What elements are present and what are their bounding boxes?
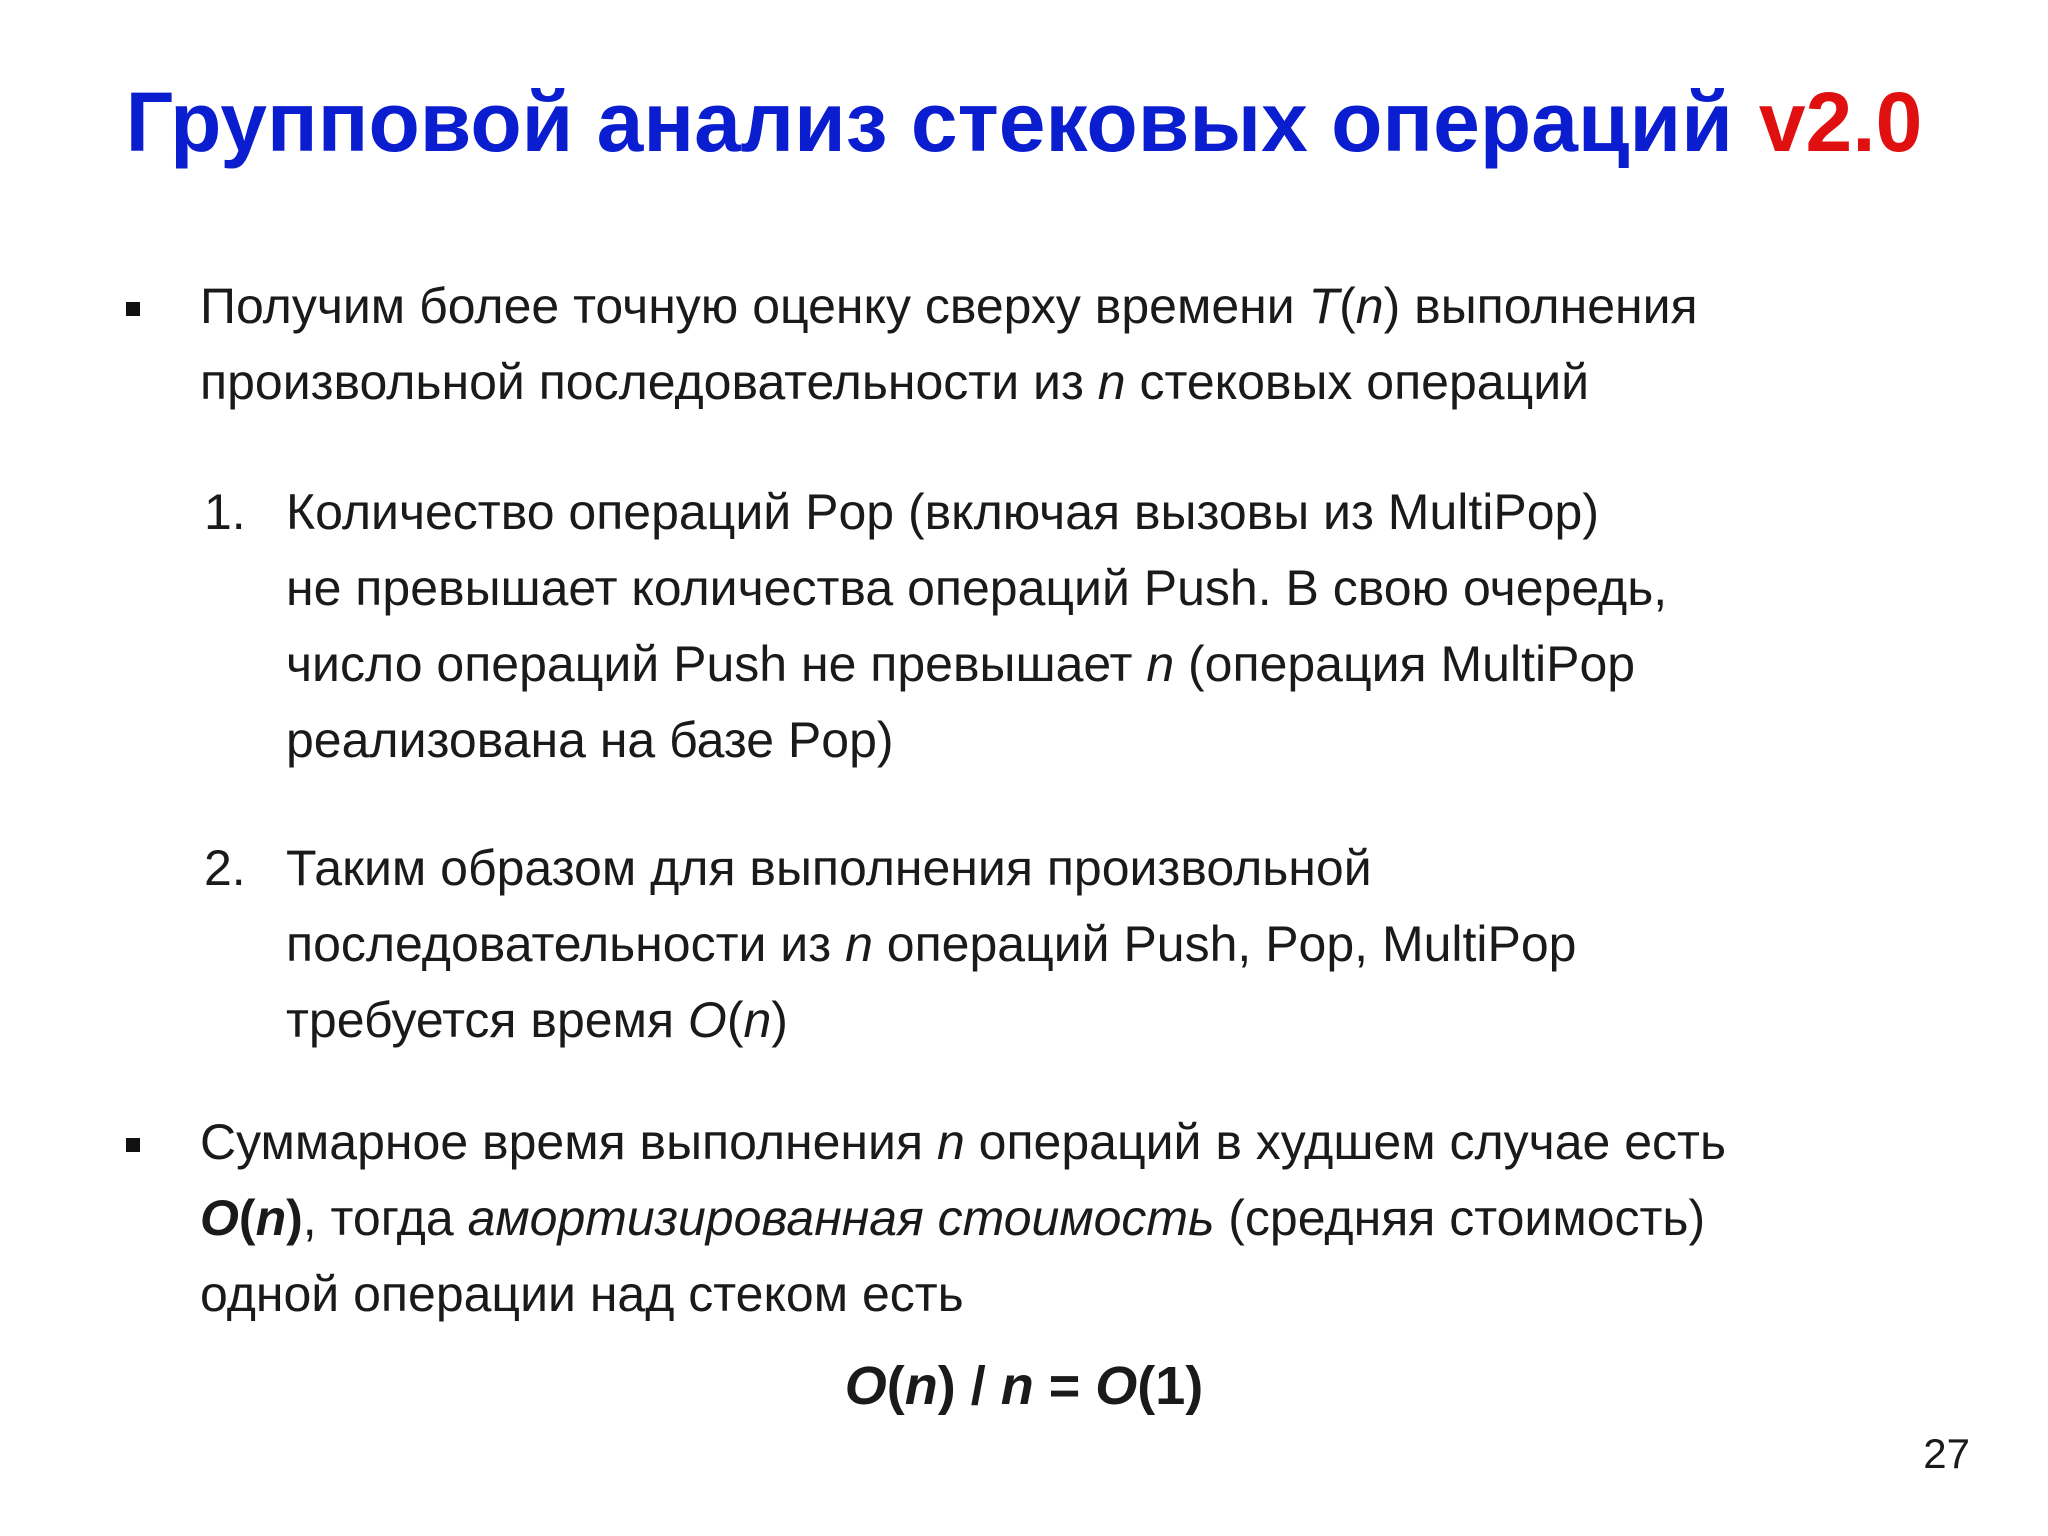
bullet2-line2 [200,1180,1705,1256]
text: Получим более точную оценку сверху времени [200,278,1309,334]
text: ( [1339,278,1356,334]
item2-line2 [286,906,1577,982]
var-n: n [1000,1356,1034,1416]
item2-number: 2. [204,840,246,896]
text: ) [771,992,788,1048]
title-version: v2.0 [1758,75,1923,169]
var-n: n [1146,636,1175,692]
var-T: T [1308,278,1340,334]
var-n: n [255,1190,287,1246]
var-n: n [936,1114,965,1170]
item1-line3 [286,626,1635,702]
text: ( [238,1190,256,1246]
slide-title [0,68,2048,176]
text: ( [726,992,744,1048]
item2-line1: Таким образом для выполнения произвольной [286,840,1372,896]
text: 1 [1155,1356,1186,1416]
text: ) [937,1356,956,1416]
text: ) [1185,1356,1204,1416]
var-n: n [743,992,772,1048]
bullet-marker [126,302,140,316]
big-o-expression [200,1190,303,1246]
item2-line3 [286,982,788,1058]
text: Суммарное время выполнения [200,1114,937,1170]
item1-number: 1. [204,484,246,540]
bullet2-line1 [200,1104,1726,1180]
item1-line4: реализована на базе Pop) [286,712,894,768]
item1-line2: не превышает количества операций Push. В свою очередь, [286,560,1668,616]
text: операций в худшем случае есть [964,1114,1726,1170]
text: требуется время [286,992,688,1048]
var-n: n [904,1356,938,1416]
text: ) выполнения [1383,278,1698,334]
var-n: n [845,916,873,972]
text: = [1033,1356,1096,1416]
page-number: 27 [1923,1430,1970,1477]
title-text: Групповой анализ стековых операций [125,75,1733,169]
text: ( [886,1356,905,1416]
formula [0,1346,2048,1426]
bullet1-line2 [200,344,1589,420]
var-O: O [200,1190,239,1246]
bullet1-line1 [200,268,1698,344]
text: произвольной последовательности из [200,354,1098,410]
amortized-cost-term: амортизированная стоимость [467,1190,1215,1246]
text: операций Push, Pop, MultiPop [872,916,1577,972]
var-O: O [844,1356,887,1416]
text: ) [286,1190,303,1246]
var-O: O [1095,1356,1138,1416]
bullet2-line3: одной операции над стеком есть [200,1266,964,1322]
item1-line1: Количество операций Pop (включая вызовы из MultiPop) [286,484,1599,540]
text: (средняя стоимость) [1214,1190,1706,1246]
var-O: O [687,992,727,1048]
var-n: n [1355,278,1384,334]
bullet-marker [126,1138,140,1152]
var-n: n [1097,354,1126,410]
text: , тогда [302,1190,468,1246]
text: последовательности из [286,916,846,972]
text: (операция MultiPop [1174,636,1636,692]
text: ( [1137,1356,1156,1416]
text: / [955,1356,1001,1416]
text: стековых операций [1125,354,1590,410]
text: число операций Push не превышает [286,636,1147,692]
